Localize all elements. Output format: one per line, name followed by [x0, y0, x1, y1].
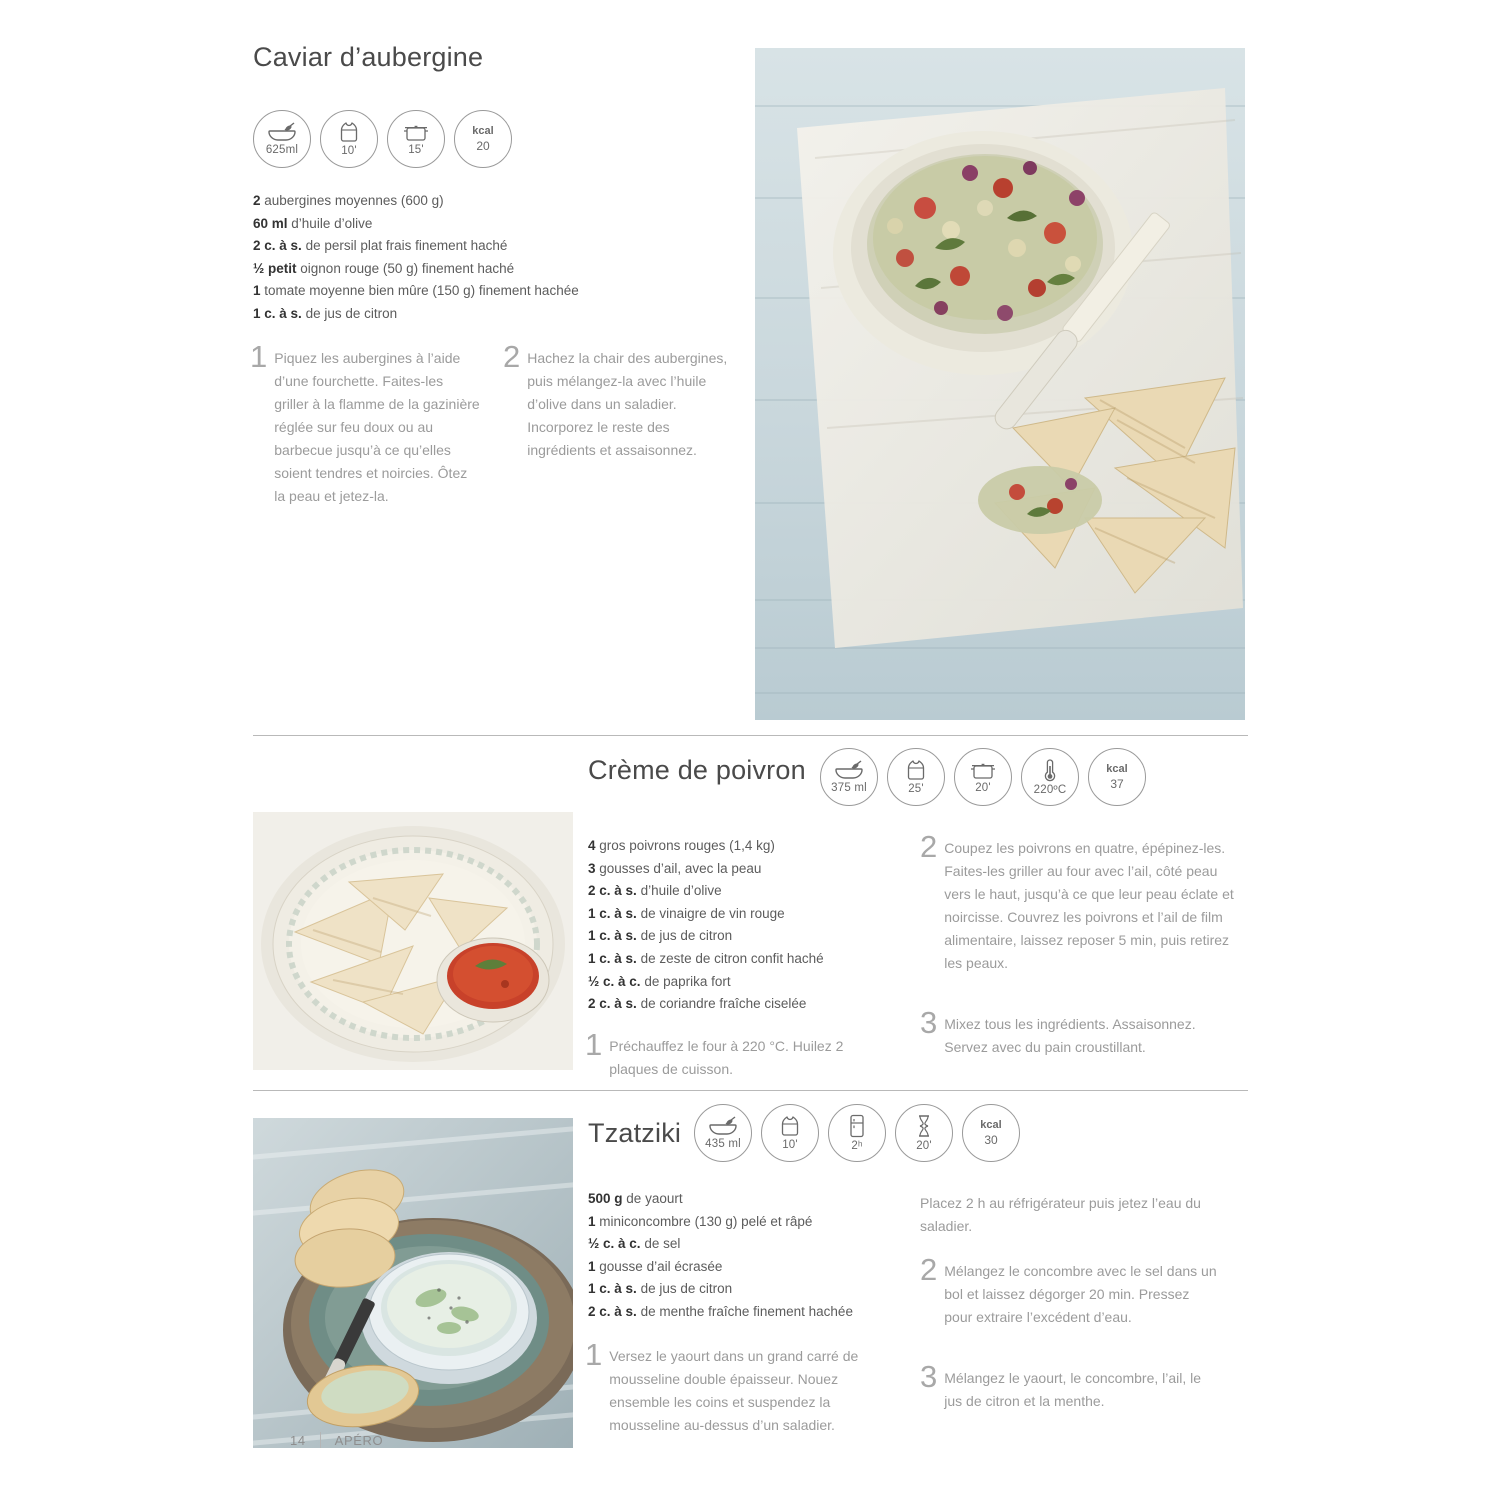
- badge-kcal-value: 37: [1110, 777, 1124, 791]
- badge-yield-value: 435 ml: [705, 1137, 741, 1150]
- step-text: Préchauffez le four à 220 °C. Huilez 2 plaques de cuisson.: [609, 1038, 844, 1077]
- page-section-label: APÉRO: [334, 1432, 384, 1448]
- recipe-title-tzatziki: Tzatziki: [588, 1118, 682, 1148]
- ingredient-text: aubergines moyennes (600 g): [264, 193, 444, 208]
- ingredient-text: de menthe fraîche finement hachée: [640, 1303, 853, 1319]
- step-number: 2: [503, 339, 521, 374]
- step-creme-3: [920, 1005, 1220, 1059]
- ingredient-row: [253, 303, 723, 326]
- ingredient-row: [588, 1211, 918, 1234]
- ingredient-qty: 2: [253, 193, 261, 208]
- recipe-title-creme: Crème de poivron: [588, 755, 806, 785]
- badge-kcal-value: 20: [476, 139, 490, 153]
- page-footer: [290, 1432, 383, 1448]
- bowl-spoon-icon: [834, 760, 864, 780]
- footer-divider: [320, 1432, 321, 1448]
- ingredient-row: [588, 903, 908, 926]
- badge-yield: [820, 748, 878, 806]
- step-creme-1: [585, 1027, 855, 1081]
- ingredient-text: de sel: [644, 1236, 681, 1252]
- ingredient-qty: 1 c. à s.: [588, 1281, 637, 1297]
- badge-chill-time: [828, 1104, 886, 1162]
- ingredient-text: de jus de citron: [305, 305, 398, 321]
- photo-caviar-daubergine: [755, 48, 1245, 720]
- badge-rest-time-value: 20': [916, 1139, 932, 1152]
- step-text: Hachez la chair des aubergines, puis mélangez-la avec l’huile d’olive dans un saladier. Incorporez le reste des ingrédients et assaisonnez.: [527, 350, 728, 458]
- badge-temperature-value: 220ºC: [1033, 783, 1067, 796]
- ingredient-row: [253, 213, 723, 236]
- step-text: Piquez les aubergines à l’aide d’une fourchette. Faites-les griller à la flamme de la gazinière réglée sur feu doux ou au barbecue jusqu’à ce qu’elles soient tendres et noircies. Ôtez la peau et jetez-la.: [274, 350, 480, 504]
- pot-icon: [970, 760, 996, 780]
- ingredient-qty: ½ c. à c.: [588, 973, 641, 989]
- badges-creme: [820, 748, 1146, 806]
- ingredient-row: [253, 190, 723, 213]
- divider-2: [253, 1090, 1248, 1091]
- ingredient-qty: 2 c. à s.: [588, 883, 637, 899]
- ingredient-text: miniconcombre (130 g) pelé et râpé: [599, 1213, 813, 1229]
- badge-temperature: [1021, 748, 1079, 806]
- ingredient-qty: 1 c. à s.: [588, 905, 637, 921]
- ingredient-text: de jus de citron: [640, 1281, 733, 1297]
- badge-kcal: [1088, 748, 1146, 806]
- ingredient-row: [588, 1256, 918, 1279]
- ingredient-text: de yaourt: [626, 1191, 683, 1206]
- ingredient-text: d’huile d’olive: [291, 215, 373, 231]
- step-tzatziki-3: [920, 1359, 1220, 1413]
- apron-icon: [339, 121, 359, 143]
- ingredient-text: de coriandre fraîche ciselée: [640, 996, 807, 1012]
- ingredient-text: de vinaigre de vin rouge: [640, 905, 785, 921]
- ingredient-row: [588, 858, 908, 881]
- badge-cook-time-value: 20': [975, 781, 991, 794]
- ingredients-creme: [588, 835, 908, 1016]
- step-text: Mélangez le concombre avec le sel dans un bol et laissez dégorger 20 min. Pressez pour extraire l’excédent d’eau.: [944, 1263, 1217, 1325]
- ingredient-row: [588, 925, 908, 948]
- ingredient-text: de jus de citron: [640, 928, 733, 944]
- badges-caviar: [253, 110, 512, 168]
- photo-creme-de-poivron: [253, 812, 573, 1070]
- recipe-title-caviar: Caviar d’aubergine: [253, 42, 484, 72]
- ingredient-row: [588, 880, 908, 903]
- step-text: Mélangez le yaourt, le concombre, l’ail, le jus de citron et la menthe.: [944, 1370, 1202, 1409]
- step-number: 1: [585, 1027, 603, 1062]
- badge-yield-value: 625ml: [265, 143, 299, 156]
- ingredient-text: tomate moyenne bien mûre (150 g) finement hachée: [264, 283, 579, 299]
- ingredient-row: [588, 1233, 918, 1256]
- step-creme-2: [920, 829, 1240, 975]
- page-number: 14: [290, 1432, 306, 1448]
- ingredients-caviar: [253, 190, 723, 326]
- ingredient-qty: 1 c. à s.: [588, 928, 637, 944]
- ingredient-qty: 1 c. à s.: [253, 305, 302, 321]
- apron-icon: [906, 759, 926, 781]
- badge-yield: [253, 110, 311, 168]
- ingredient-text: de persil plat frais finement haché: [305, 238, 508, 254]
- badge-prep-time-value: 10': [782, 1138, 798, 1151]
- step-text: Versez le yaourt dans un grand carré de mousseline double épaisseur. Nouez ensemble les coins et suspendez la mousseline au-dessus d’un saladier.: [609, 1348, 859, 1433]
- badge-kcal-value: 30: [984, 1133, 998, 1147]
- step-text: Coupez les poivrons en quatre, épépinez-les. Faites-les griller au four avec l’ail, côté peau vers le haut, jusqu’à ce que leur peau éclate et noircisse. Couvrez les poivrons et l’ail de film alimentaire, laissez reposer 5 min, puis retirez les peaux.: [944, 840, 1234, 971]
- hourglass-icon: [916, 1114, 932, 1138]
- step-caviar-1: [250, 339, 480, 508]
- ingredient-qty: ½ petit: [253, 260, 297, 276]
- badges-tzatziki: [694, 1104, 1020, 1162]
- badge-prep-time: [887, 748, 945, 806]
- badge-chill-time-value: 2ʰ: [851, 1139, 863, 1152]
- step-tzatziki-2: [920, 1252, 1220, 1329]
- ingredient-qty: 4: [588, 838, 596, 853]
- kcal-icon: kcal: [472, 125, 494, 137]
- ingredient-qty: 1: [588, 1213, 596, 1229]
- ingredient-qty: 60 ml: [253, 215, 288, 231]
- badge-yield-value: 375 ml: [831, 781, 867, 794]
- badge-prep-time-value: 25': [908, 782, 924, 795]
- ingredients-tzatziki: [588, 1188, 918, 1324]
- ingredient-qty: 1: [588, 1258, 596, 1274]
- kcal-icon: kcal: [1106, 763, 1128, 775]
- step-number: 1: [585, 1337, 603, 1372]
- step-number: 2: [920, 1252, 938, 1287]
- ingredient-qty: 2 c. à s.: [253, 238, 302, 254]
- badge-cook-time-value: 15': [408, 143, 424, 156]
- ingredient-row: [253, 280, 723, 303]
- pot-icon: [403, 122, 429, 142]
- ingredient-qty: 1: [253, 283, 261, 299]
- ingredient-qty: 2 c. à s.: [588, 996, 637, 1012]
- step-text: Mixez tous les ingrédients. Assaisonnez. Servez avec du pain croustillant.: [944, 1016, 1196, 1055]
- bowl-spoon-icon: [708, 1116, 738, 1136]
- badge-cook-time: [954, 748, 1012, 806]
- step-number: 2: [920, 829, 938, 864]
- ingredient-row: [253, 258, 723, 281]
- badge-prep-time: [761, 1104, 819, 1162]
- ingredient-qty: ½ c. à c.: [588, 1236, 641, 1252]
- step-tzatziki-1: [585, 1337, 890, 1437]
- badge-prep-time-value: 10': [341, 144, 357, 157]
- step-number: 3: [920, 1005, 938, 1040]
- ingredient-row: [588, 971, 908, 994]
- photo-tzatziki: [253, 1118, 573, 1448]
- ingredient-row: [588, 993, 908, 1016]
- badge-prep-time: [320, 110, 378, 168]
- ingredient-row: [588, 948, 908, 971]
- badge-cook-time: [387, 110, 445, 168]
- ingredient-text: gros poivrons rouges (1,4 kg): [599, 838, 775, 853]
- divider-1: [253, 735, 1248, 736]
- ingredient-row: [588, 1188, 918, 1211]
- step-caviar-2: [503, 339, 728, 462]
- ingredient-qty: 2 c. à s.: [588, 1303, 637, 1319]
- ingredient-qty: 1 c. à s.: [588, 950, 637, 966]
- step-number: 3: [920, 1359, 938, 1394]
- step-number: 1: [250, 339, 268, 374]
- ingredient-text: de zeste de citron confit haché: [640, 950, 824, 966]
- ingredient-row: [588, 835, 908, 858]
- ingredient-row: [253, 235, 723, 258]
- ingredient-text: d’huile d’olive: [640, 883, 722, 899]
- ingredient-row: [588, 1301, 918, 1324]
- ingredient-qty: 500 g: [588, 1191, 623, 1206]
- ingredient-row: [588, 1278, 918, 1301]
- ingredient-text: gousses d’ail, avec la peau: [599, 860, 762, 876]
- badge-rest-time: [895, 1104, 953, 1162]
- ingredient-text: de paprika fort: [644, 973, 731, 989]
- thermometer-icon: [1043, 758, 1057, 782]
- tzatziki-note: Placez 2 h au réfrigérateur puis jetez l’eau du saladier.: [920, 1195, 1201, 1234]
- ingredient-text: oignon rouge (50 g) finement haché: [300, 260, 515, 276]
- ingredient-qty: 3: [588, 860, 596, 876]
- kcal-icon: kcal: [980, 1119, 1002, 1131]
- ingredient-text: gousse d’ail écrasée: [599, 1258, 723, 1274]
- badge-yield: [694, 1104, 752, 1162]
- bowl-spoon-icon: [267, 122, 297, 142]
- badge-kcal: [454, 110, 512, 168]
- fridge-icon: [849, 1114, 865, 1138]
- apron-icon: [780, 1115, 800, 1137]
- badge-kcal: [962, 1104, 1020, 1162]
